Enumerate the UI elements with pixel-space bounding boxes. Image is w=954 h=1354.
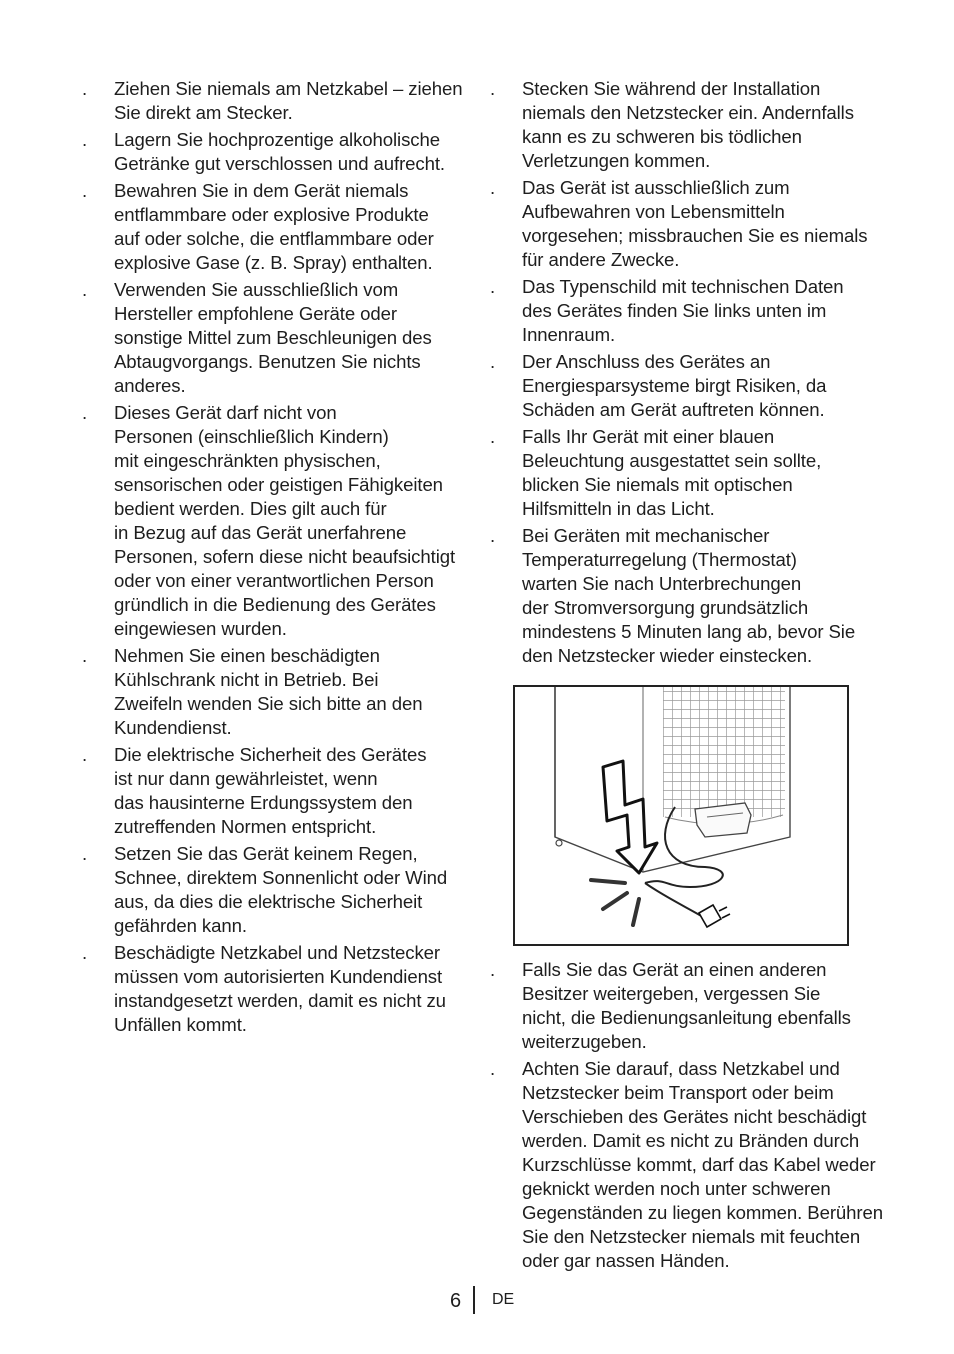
- list-item-text: Die elektrische Sicherheit des Gerätes ist nur dann gewährleistet, wenn das hausinterne Erdungssystem den zutreffenden Normen entspricht.: [114, 744, 427, 837]
- list-item-text: Bewahren Sie in dem Gerät niemals entflammbare oder explosive Produkte auf oder solche, die entflammbare oder explosive Gase (z. B. Spray) enthalten.: [114, 180, 434, 273]
- page-number: 6: [450, 1290, 462, 1312]
- list-item: [488, 524, 896, 668]
- compressor-tray: [695, 803, 751, 837]
- bullet: .: [490, 426, 496, 447]
- bullet: .: [490, 276, 496, 297]
- bullet: .: [82, 843, 88, 864]
- bullet: .: [82, 180, 88, 201]
- motion-lines: [591, 880, 639, 925]
- list-item: [80, 401, 470, 641]
- list-item: [80, 842, 470, 938]
- bullet: .: [490, 1058, 496, 1079]
- list-item: [488, 275, 896, 347]
- power-plug-icon: [699, 905, 730, 927]
- list-item: [80, 128, 470, 176]
- bullet: .: [82, 129, 88, 150]
- list-item: [80, 743, 470, 839]
- bullet: .: [82, 402, 88, 423]
- list-item-text: Das Gerät ist ausschließlich zum Aufbewahren von Lebensmitteln vorgesehen; missbrauchen Sie es niemals für andere Zwecke.: [522, 177, 868, 270]
- page-footer: [0, 1286, 954, 1316]
- list-item-text: Achten Sie darauf, dass Netzkabel und Netzstecker beim Transport oder beim Verschieben des Gerätes nicht beschädigt werden. Damit es nicht zu Bränden durch Kurzschlüsse kommt, darf das Kabel weder geknickt werden noch unter schweren Gegenständen zu liegen kommen. Berühren Sie den Netzstecker niemals mit feuchten oder gar nassen Händen.: [522, 1058, 883, 1271]
- bullet: .: [82, 744, 88, 765]
- bullet: .: [490, 959, 496, 980]
- bullet: .: [490, 78, 496, 99]
- list-item-text: Das Typenschild mit technischen Daten des Gerätes finden Sie links unten im Innenraum.: [522, 276, 844, 345]
- list-item-text: Stecken Sie während der Installation niemals den Netzstecker ein. Andernfalls kann es zu schweren bis tödlichen Verletzungen kommen.: [522, 78, 854, 171]
- fridge-foot: [556, 840, 562, 846]
- list-item-text: Verwenden Sie ausschließlich vom Hersteller empfohlene Geräte oder sonstige Mittel zum Beschleunigen des Abtaugvorgangs. Benutzen Sie nichts anderes.: [114, 279, 432, 396]
- list-item-text: Falls Ihr Gerät mit einer blauen Beleuchtung ausgestattet sein sollte, blicken Sie niemals mit optischen Hilfsmitteln in das Licht.: [522, 426, 822, 519]
- list-item: [488, 425, 896, 521]
- list-item: [488, 958, 896, 1054]
- bullet: .: [490, 351, 496, 372]
- right-column: [488, 77, 896, 671]
- lightning-warning-icon: [603, 761, 657, 873]
- bullet: .: [490, 525, 496, 546]
- list-item: [80, 644, 470, 740]
- warning-illustration: [513, 685, 849, 946]
- condenser-coil: [663, 687, 785, 817]
- left-column: [80, 77, 470, 1040]
- list-item-text: Bei Geräten mit mechanischer Temperaturregelung (Thermostat) warten Sie nach Unterbrechungen der Stromversorgung grundsätzlich mindestens 5 Minuten lang ab, bevor Sie den Netzstecker wieder einstecken.: [522, 525, 856, 666]
- list-item-text: Lagern Sie hochprozentige alkoholische Getränke gut verschlossen und aufrecht.: [114, 129, 445, 174]
- list-item: [80, 941, 470, 1037]
- bullet: .: [82, 279, 88, 300]
- bullet: .: [82, 78, 88, 99]
- list-item: [488, 1057, 896, 1273]
- list-item-text: Ziehen Sie niemals am Netzkabel – ziehen Sie direkt am Stecker.: [114, 78, 463, 123]
- bullet: .: [490, 177, 496, 198]
- fridge-back-illustration: [515, 687, 847, 944]
- list-item-text: Setzen Sie das Gerät keinem Regen, Schnee, direktem Sonnenlicht oder Wind aus, da dies die elektrische Sicherheit gefährden kann.: [114, 843, 448, 936]
- language-code: DE: [492, 1291, 515, 1308]
- list-item-text: Falls Sie das Gerät an einen anderen Besitzer weitergeben, vergessen Sie nicht, die Bedienungsanleitung ebenfalls weiterzugeben.: [522, 959, 851, 1052]
- list-item: [80, 77, 470, 125]
- list-item-text: Dieses Gerät darf nicht von Personen (einschließlich Kindern) mit eingeschränkten physischen, sensorischen oder geistigen Fähigkeiten bedient werden. Dies gilt auch für in Bezug auf das Gerät unerfahrene Personen, sofern diese nicht beaufsichtigt oder von einer verantwortlichen Person gründlich in die Bedienung des Gerätes eingewiesen wurden.: [114, 402, 456, 639]
- list-item-text: Nehmen Sie einen beschädigten Kühlschrank nicht in Betrieb. Bei Zweifeln wenden Sie sich bitte an den Kundendienst.: [114, 645, 423, 738]
- bullet: .: [82, 645, 88, 666]
- right-column-lower: [488, 958, 896, 1276]
- list-item: [80, 179, 470, 275]
- list-item: [488, 176, 896, 272]
- footer-divider: [473, 1286, 475, 1314]
- list-item-text: Der Anschluss des Gerätes an Energiesparsysteme birgt Risiken, da Schäden am Gerät auftreten können.: [522, 351, 827, 420]
- list-item: [488, 77, 896, 173]
- bullet: .: [82, 942, 88, 963]
- list-item-text: Beschädigte Netzkabel und Netzstecker müssen vom autorisierten Kundendienst instandgesetzt werden, damit es nicht zu Unfällen kommt.: [114, 942, 446, 1035]
- list-item: [488, 350, 896, 422]
- list-item: [80, 278, 470, 398]
